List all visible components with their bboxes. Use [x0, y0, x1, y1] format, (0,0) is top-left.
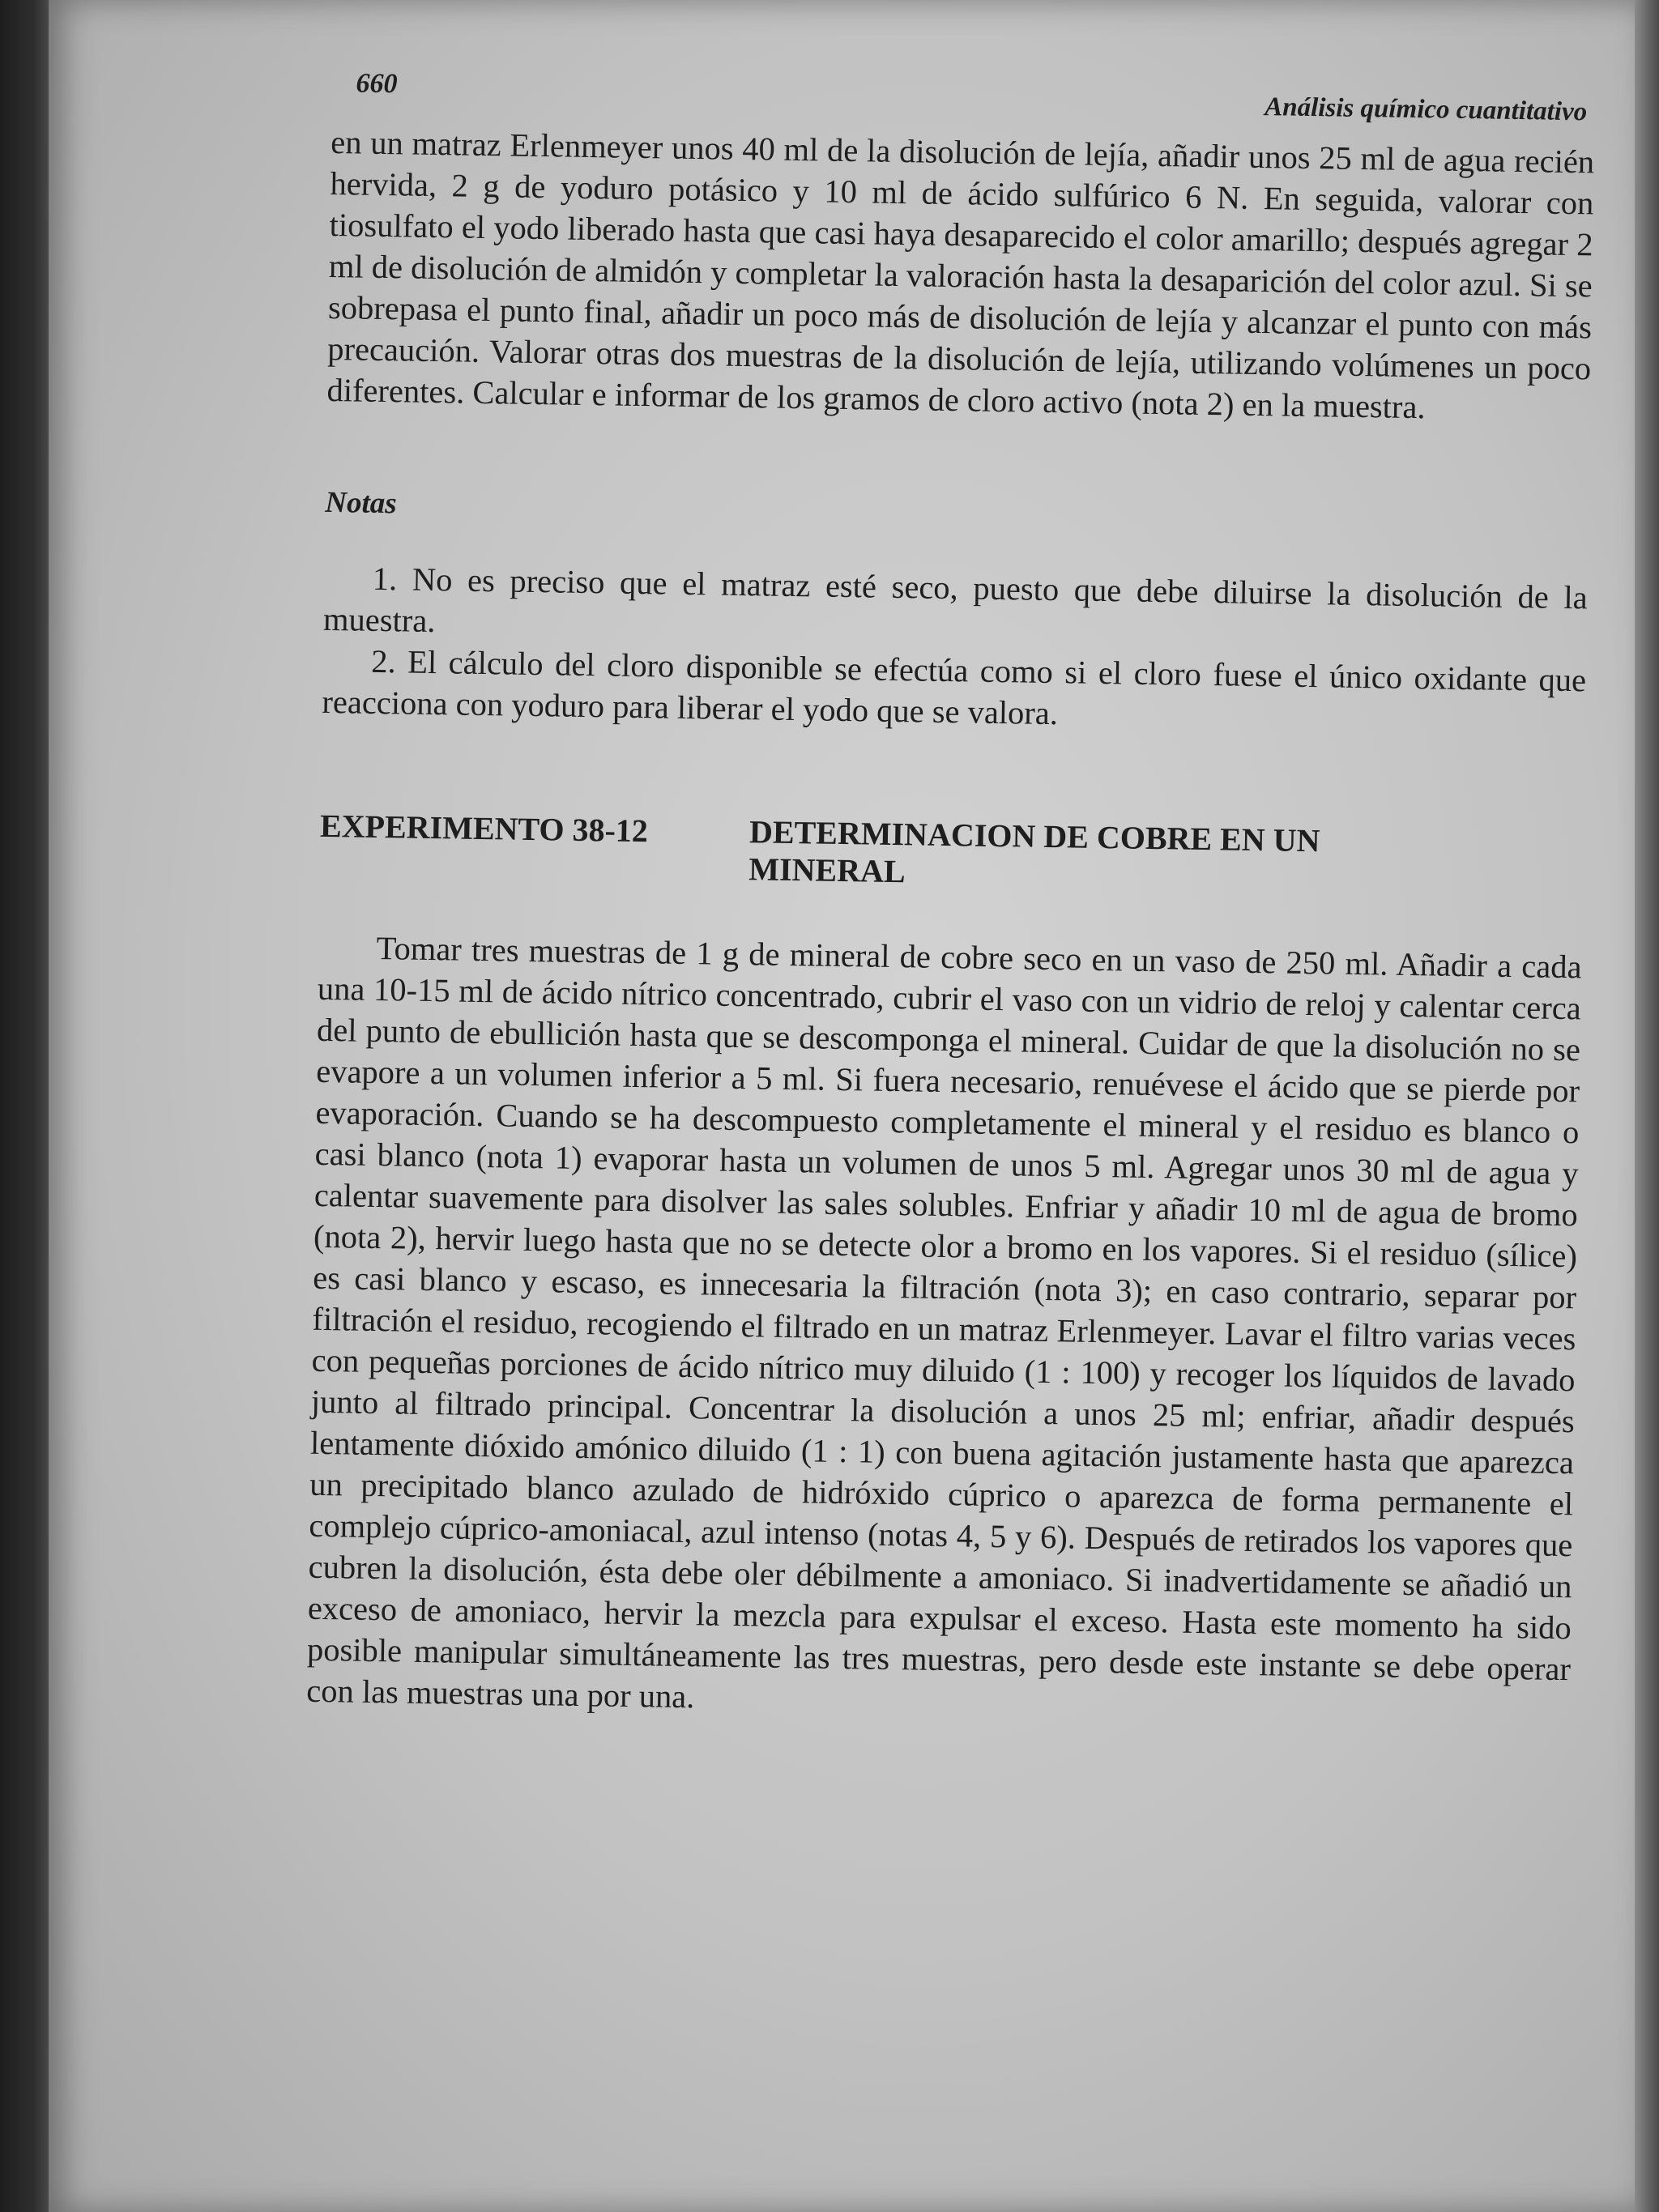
running-title: Análisis químico cuantitativo — [1264, 92, 1588, 127]
facing-page-edge — [1635, 0, 1659, 2212]
experiment-number: EXPERIMENTO 38-12 — [319, 807, 649, 850]
page-content — [306, 57, 1596, 1731]
note-2: 2. El cálculo del cloro disponible se efectúa como si el cloro fuese el único oxidante que reacciona con yoduro para liberar el yodo que se valora. — [322, 642, 1587, 732]
experiment-body: Tomar tres muestras de 1 g de mineral de cobre seco en un vaso de 250 ml. Añadir a cada una 10-15 ml de ácido nítrico concentrado, cubrir el vaso con un vidrio de reloj y calentar cerca del punto de ebullición hasta que se descomponga el mineral. Cuidar de que la disolución no se evapore a un volumen inferior a 5 ml. Si fuera necesario, renuévese el ácido que se pierde por evaporación. Cuando se ha descompuesto completamente el mineral y el residuo es blanco o casi blanco (nota 1) evaporar hasta un volumen de unos 5 ml. Agregar unos 30 ml de agua y calentar suavemente para disolver las sales solubles. Enfriar y añadir 10 ml de agua de bromo (nota 2), hervir luego hasta que no se detecte olor a bromo en los vapores. Si el residuo (sílice) es casi blanco y escaso, es innecesaria la filtración (nota 3); en caso contrario, separar por filtración el residuo, recogiendo el filtrado en un matraz Erlenmeyer. Lavar el filtro varias veces con pequeñas porciones de ácido nítrico muy diluido (1 : 100) y recoger los líquidos de lavado junto al filtrado principal. Concentrar la disolución a unos 25 ml; enfriar, añadir después lentamente dióxido amónico diluido (1 : 1) con buena agitación justamente hasta que aparezca un precipitado blanco azulado de hidróxido cúprico o aparezca de forma permanente el complejo cúprico-amoniacal, azul intenso (notas 4, 5 y 6). Después de retirados los vapores que cubren la disolución, ésta debe oler débilmente a amoniaco. Si inadvertidamente se añadió un exceso de amoniaco, hervir la mezcla para expulsar el exceso. Hasta este momento ha sido posible manipular simultáneamente las tres muestras, pero desde este instante se debe operar con las muestras una por una. — [305, 929, 1582, 1715]
book-page — [49, 0, 1635, 2212]
page-number: 660 — [356, 68, 398, 100]
experiment-heading — [319, 807, 1584, 901]
experiment-title: DETERMINACION DE COBRE EN UN MINERAL — [748, 813, 1320, 890]
notes-heading: Notas — [325, 485, 398, 521]
note-1: 1. No es preciso que el matraz esté seco, puesto que debe diluirse la disolución de la muestra. — [322, 560, 1589, 640]
intro-paragraph: en un matraz Erlenmeyer unos 40 ml de la disolución de lejía, añadir unos 25 ml de agua recién hervida, 2 g de yoduro potásico y 10 ml de ácido sulfúrico 6 N. En seguida, valorar con tiosulfato el yodo liberado hasta que casi haya desaparecido el color amarillo; después agregar 2 ml de disolución de almidón y completar la valoración hasta la desaparición del color azul. Si se sobrepasa el punto final, añadir un poco más de disolución de lejía y alcanzar el punto con más precaución. Valorar otras dos muestras de la disolución de lejía, utilizando volúmenes un poco diferentes. Calcular e informar de los gramos de cloro activo (nota 2) en la muestra. — [326, 123, 1595, 426]
